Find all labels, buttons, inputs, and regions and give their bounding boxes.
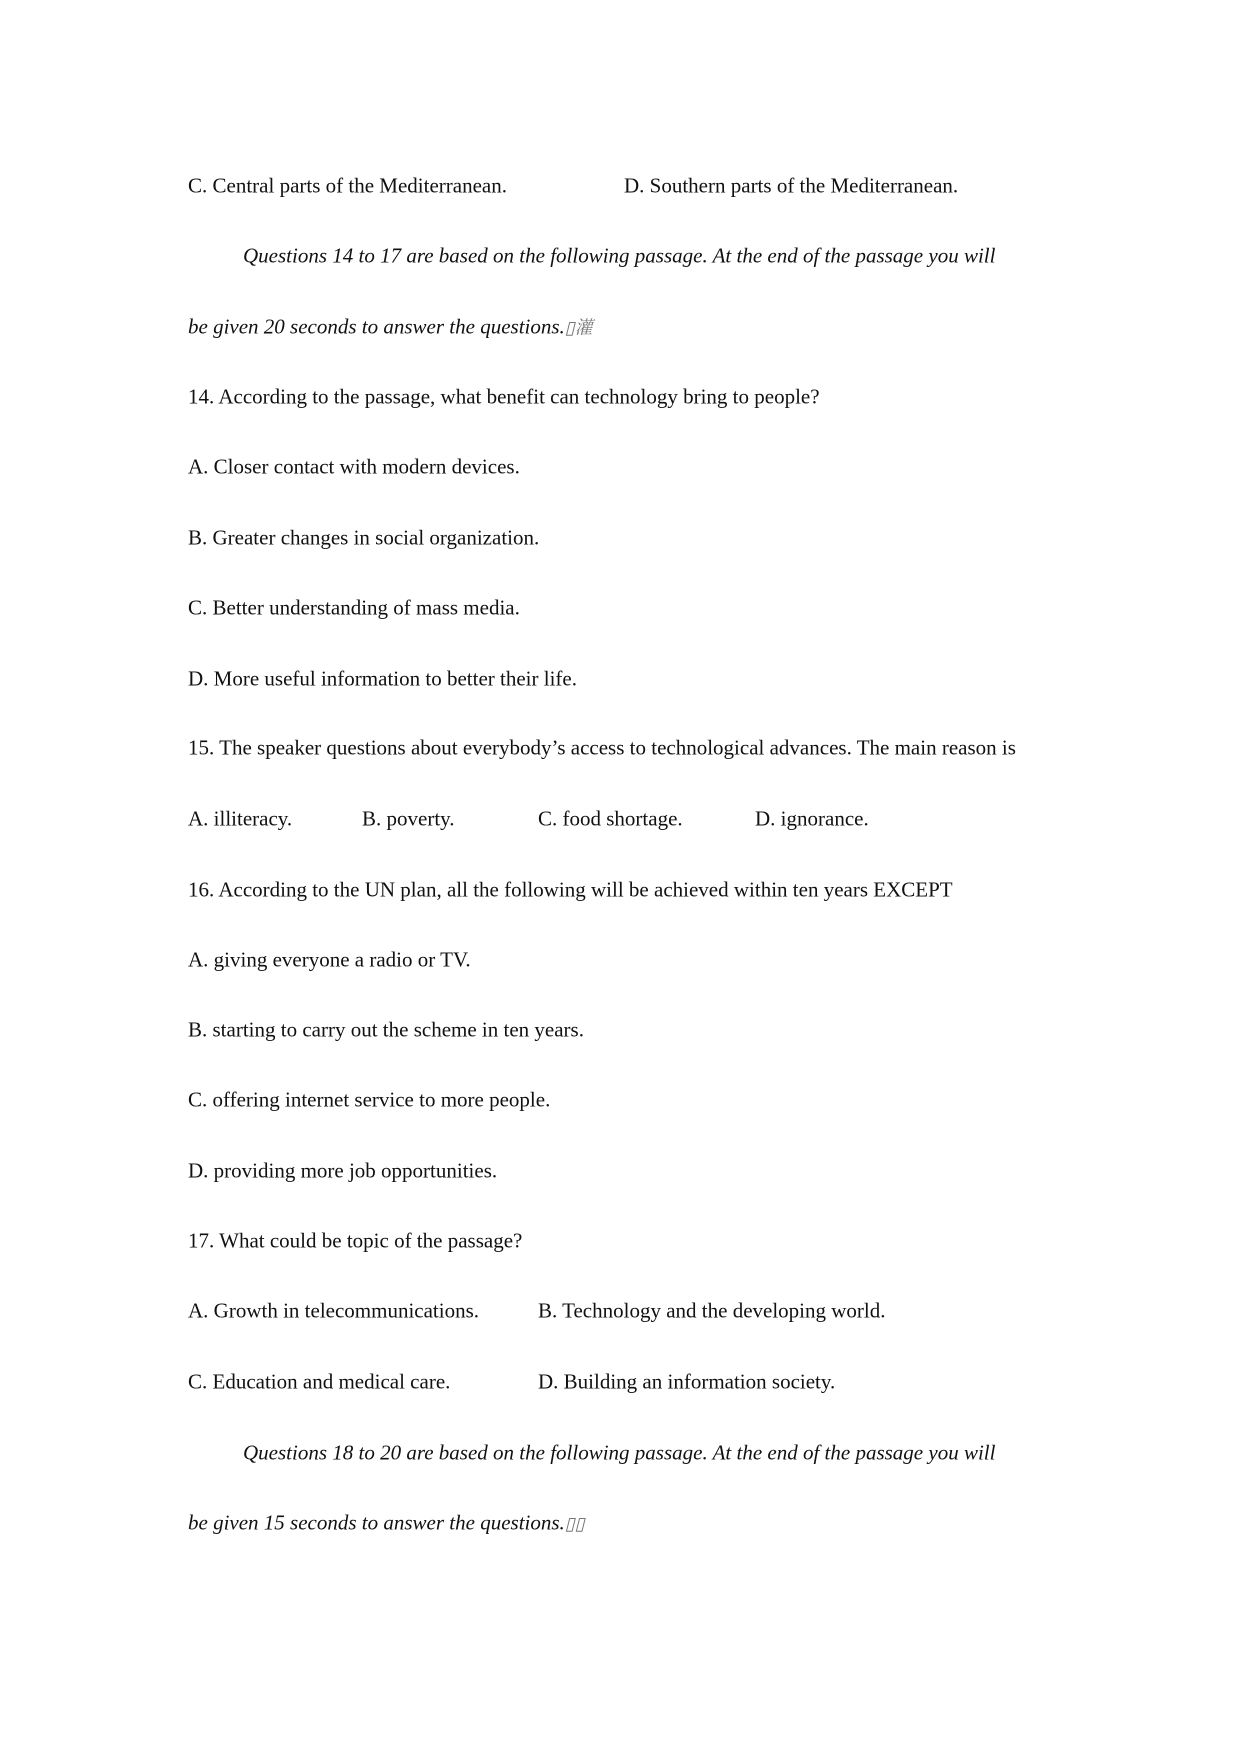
instruction-text: be given 15 seconds to answer the questions. — [188, 1510, 565, 1535]
q17-option-c: C. Education and medical care. — [188, 1369, 451, 1394]
q17-option-d: D. Building an information society. — [538, 1369, 836, 1394]
q15-option-b: B. poverty. — [362, 806, 455, 831]
section-18-20-instruction-line1: Questions 18 to 20 are based on the following passage. At the end of the passage you will — [243, 1440, 996, 1465]
instruction-text: be given 20 seconds to answer the questions. — [188, 314, 565, 339]
q16-option-a: A. giving everyone a radio or TV. — [188, 947, 471, 972]
section-14-17-instruction-line2 — [188, 314, 593, 339]
q15-option-d: D. ignorance. — [755, 806, 869, 831]
garbled-characters: ▯▯ — [564, 1513, 585, 1534]
q15-option-a: A. illiteracy. — [188, 806, 293, 831]
q14-option-b: B. Greater changes in social organization. — [188, 525, 540, 550]
q17-stem: 17. What could be topic of the passage? — [188, 1228, 523, 1253]
q16-option-d: D. providing more job opportunities. — [188, 1158, 498, 1183]
q17-option-b: B. Technology and the developing world. — [538, 1298, 886, 1323]
q14-option-a: A. Closer contact with modern devices. — [188, 454, 520, 479]
q14-stem: 14. According to the passage, what benefit can technology bring to people? — [188, 384, 820, 409]
q14-option-c: C. Better understanding of mass media. — [188, 595, 520, 620]
q13-option-d: D. Southern parts of the Mediterranean. — [624, 173, 959, 198]
q15-option-c: C. food shortage. — [538, 806, 683, 831]
q13-option-c: C. Central parts of the Mediterranean. — [188, 173, 507, 198]
q16-option-c: C. offering internet service to more people. — [188, 1087, 551, 1112]
q14-option-d: D. More useful information to better their life. — [188, 666, 577, 691]
garbled-characters: ▯灌 — [564, 317, 593, 338]
section-14-17-instruction-line1: Questions 14 to 17 are based on the following passage. At the end of the passage you will — [243, 243, 996, 268]
q16-stem: 16. According to the UN plan, all the following will be achieved within ten years EXCEPT — [188, 877, 953, 902]
section-18-20-instruction-line2 — [188, 1510, 585, 1535]
q15-stem: 15. The speaker questions about everybody’s access to technological advances. The main reason is — [188, 735, 1016, 760]
q17-option-a: A. Growth in telecommunications. — [188, 1298, 480, 1323]
q16-option-b: B. starting to carry out the scheme in ten years. — [188, 1017, 584, 1042]
